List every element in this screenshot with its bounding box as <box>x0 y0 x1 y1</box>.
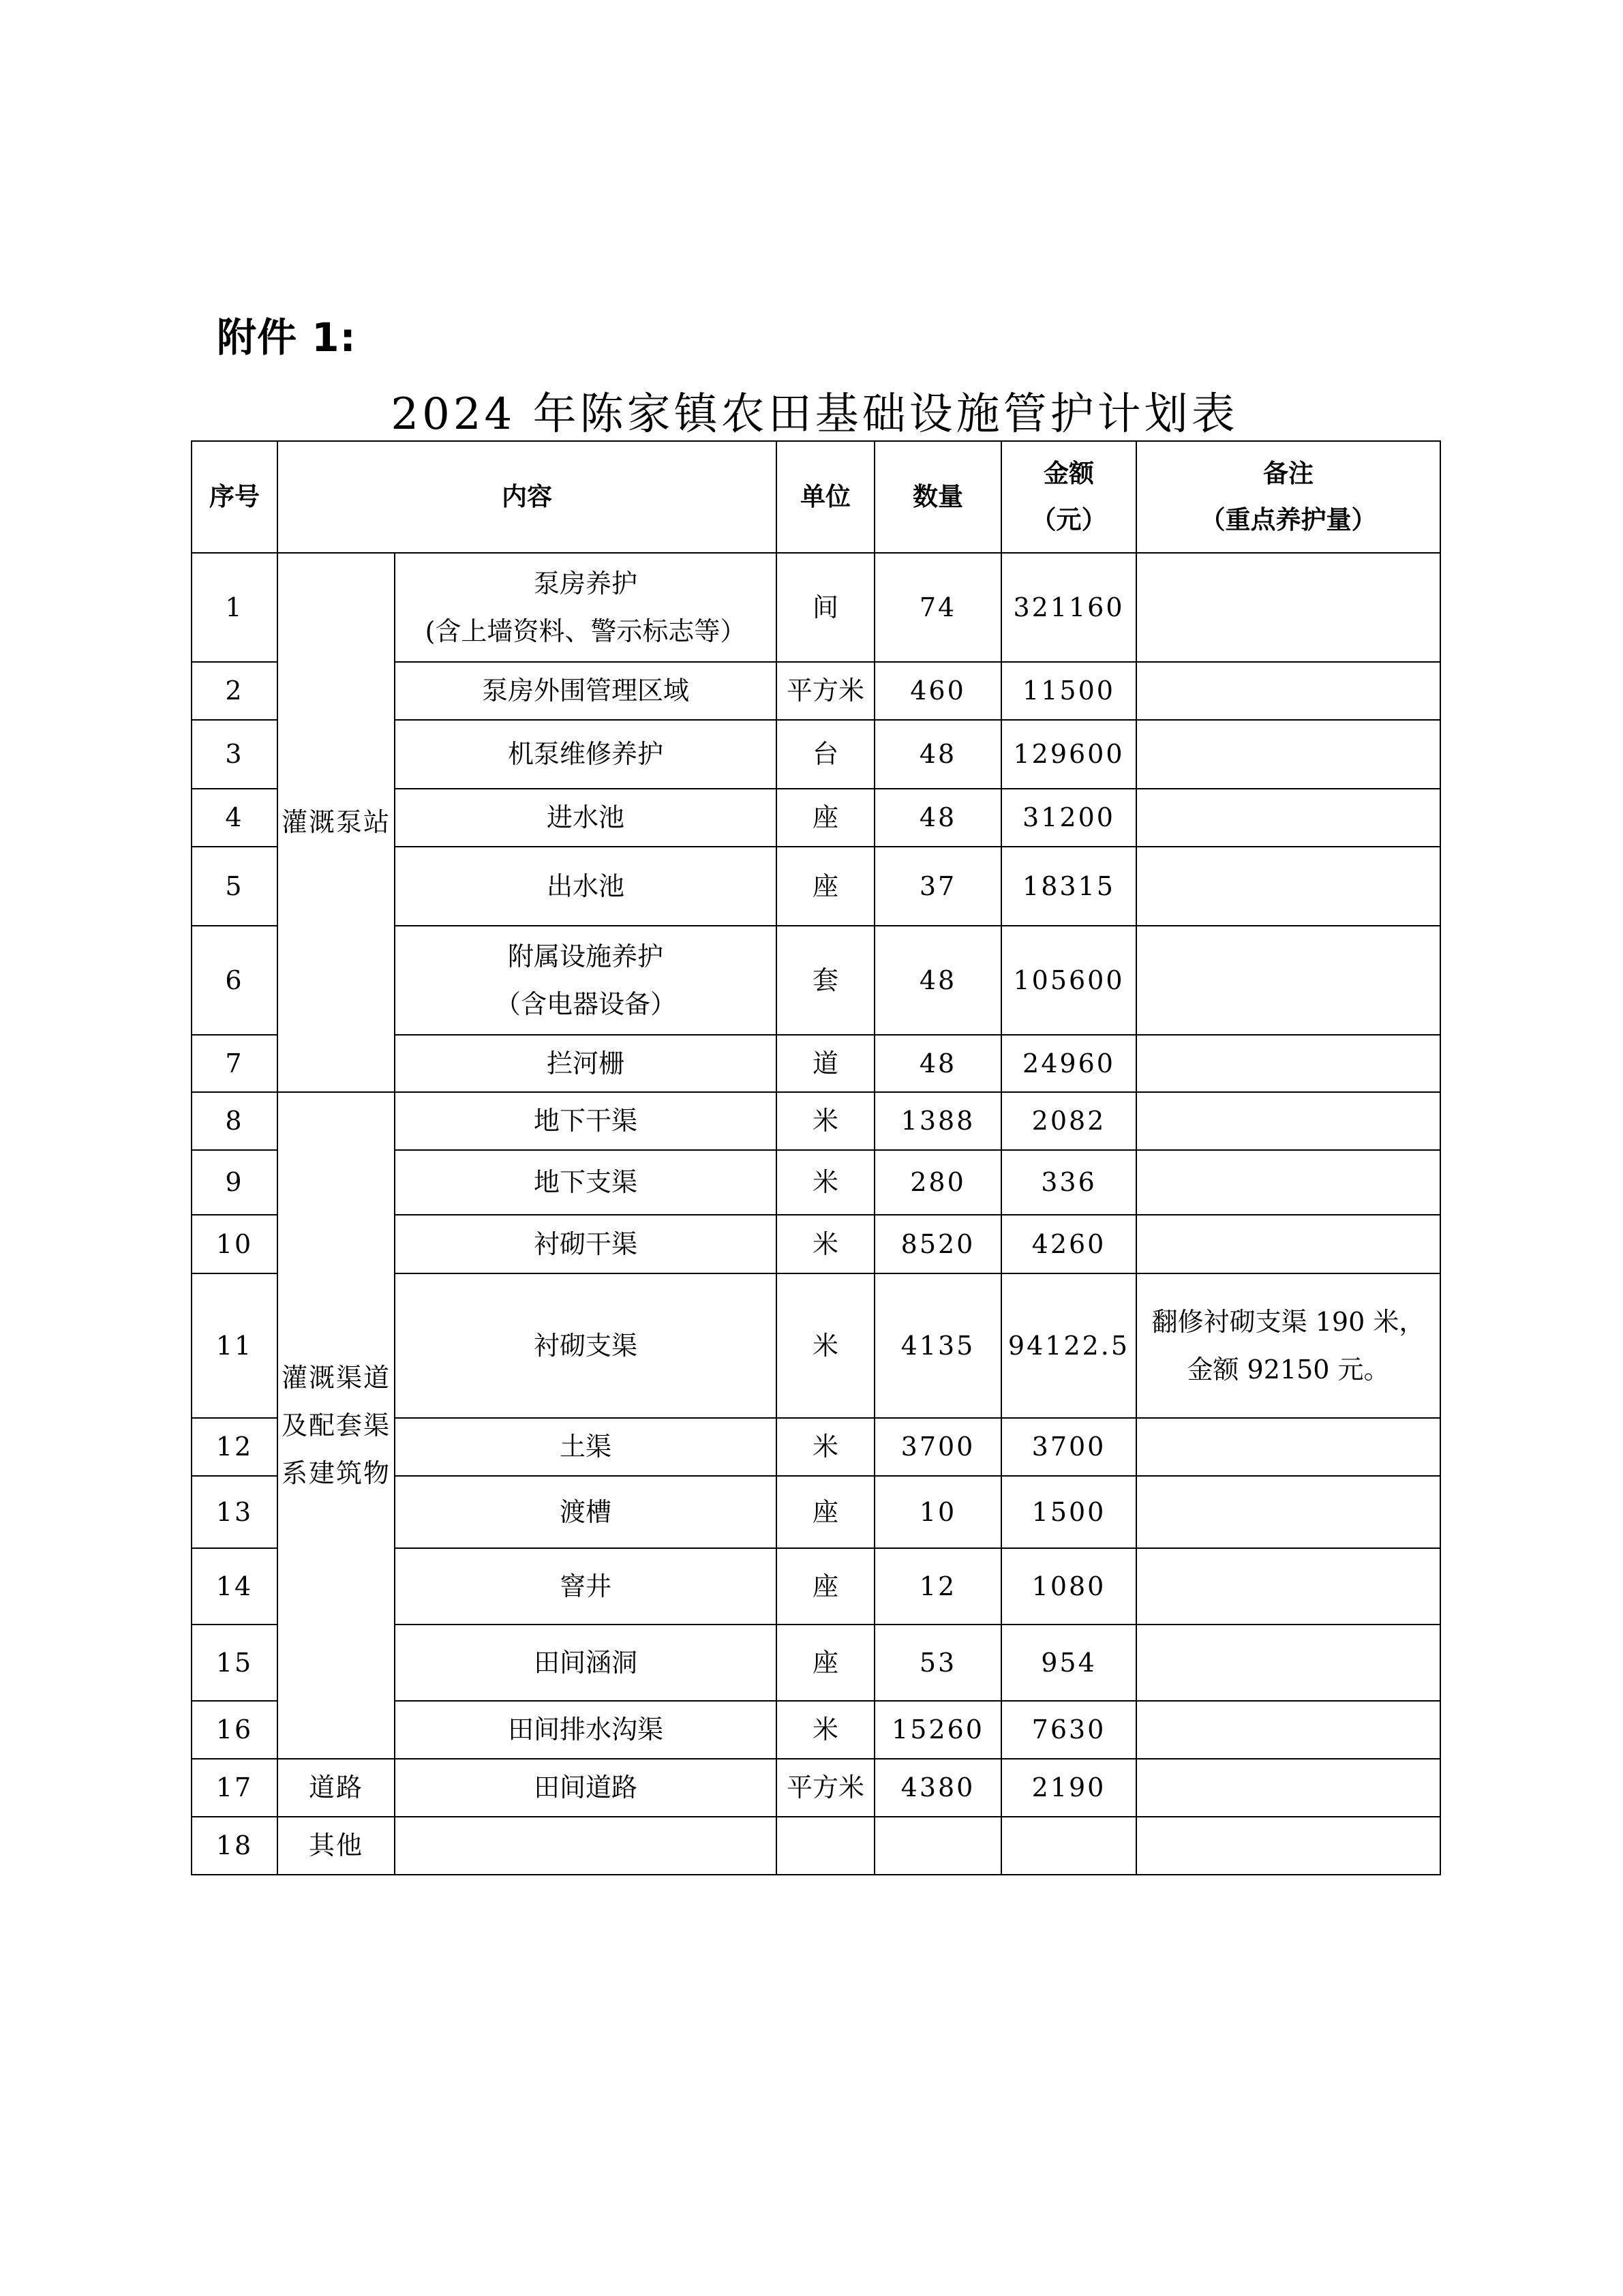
row-amount: 336 <box>1001 1150 1136 1215</box>
row-no: 5 <box>192 847 277 926</box>
row-item-line1: 泵房养护 <box>533 568 637 599</box>
row-item: 田间涵洞 <box>395 1625 776 1701</box>
row-unit: 米 <box>776 1418 875 1476</box>
row-unit: 座 <box>776 1476 875 1548</box>
attachment-label: 附件 1: <box>217 314 357 361</box>
row-unit: 平方米 <box>776 662 875 720</box>
row-amount: 94122.5 <box>1001 1273 1136 1418</box>
row-item <box>395 1817 776 1875</box>
row-note <box>1136 1092 1440 1150</box>
row-unit: 座 <box>776 1548 875 1625</box>
row-item: 出水池 <box>395 847 776 926</box>
row-unit: 座 <box>776 1625 875 1701</box>
row-amount: 2190 <box>1001 1759 1136 1817</box>
row-amount: 4260 <box>1001 1215 1136 1273</box>
row-item: 地下干渠 <box>395 1092 776 1150</box>
row-no: 13 <box>192 1476 277 1548</box>
row-no: 8 <box>192 1092 277 1150</box>
category-road: 道路 <box>277 1759 395 1817</box>
header-note <box>1136 441 1440 553</box>
row-qty: 48 <box>875 1035 1001 1092</box>
row-note-line2: 金额 92150 元。 <box>1187 1355 1390 1385</box>
row-no: 17 <box>192 1759 277 1817</box>
row-qty: 53 <box>875 1625 1001 1701</box>
category-canal-line1: 灌溉渠道 <box>281 1362 391 1393</box>
row-note <box>1136 1625 1440 1701</box>
category-canal-line3: 系建筑物 <box>281 1458 391 1489</box>
row-amount: 954 <box>1001 1625 1136 1701</box>
category-other: 其他 <box>277 1817 395 1875</box>
row-qty: 48 <box>875 720 1001 789</box>
row-qty: 4135 <box>875 1273 1001 1418</box>
row-no: 3 <box>192 720 277 789</box>
row-item: 机泵维修养护 <box>395 720 776 789</box>
category-pump: 灌溉泵站 <box>277 553 395 1092</box>
row-amount: 1500 <box>1001 1476 1136 1548</box>
row-note <box>1136 720 1440 789</box>
row-unit: 米 <box>776 1092 875 1150</box>
category-canal <box>277 1092 395 1759</box>
row-item: 土渠 <box>395 1418 776 1476</box>
header-amount-line1: 金额 <box>1044 458 1094 488</box>
row-amount: 321160 <box>1001 553 1136 662</box>
row-amount: 31200 <box>1001 789 1136 847</box>
row-qty: 3700 <box>875 1418 1001 1476</box>
row-item: 窨井 <box>395 1548 776 1625</box>
row-note <box>1136 1035 1440 1092</box>
row-no: 14 <box>192 1548 277 1625</box>
row-no: 2 <box>192 662 277 720</box>
row-no: 1 <box>192 553 277 662</box>
header-qty: 数量 <box>875 441 1001 553</box>
row-item-line1: 附属设施养护 <box>507 941 663 971</box>
table-row <box>192 1759 1440 1817</box>
header-note-line1: 备注 <box>1263 458 1314 488</box>
row-note <box>1136 1548 1440 1625</box>
row-note <box>1136 1817 1440 1875</box>
row-no: 11 <box>192 1273 277 1418</box>
row-qty: 1388 <box>875 1092 1001 1150</box>
row-no: 10 <box>192 1215 277 1273</box>
header-amount <box>1001 441 1136 553</box>
row-item: 衬砌支渠 <box>395 1273 776 1418</box>
row-unit: 套 <box>776 926 875 1035</box>
row-no: 15 <box>192 1625 277 1701</box>
row-unit <box>776 1817 875 1875</box>
row-unit: 道 <box>776 1035 875 1092</box>
row-item-line2: （含电器设备） <box>494 989 676 1019</box>
row-note <box>1136 662 1440 720</box>
row-unit: 平方米 <box>776 1759 875 1817</box>
row-unit: 米 <box>776 1215 875 1273</box>
row-no: 7 <box>192 1035 277 1092</box>
row-unit: 间 <box>776 553 875 662</box>
row-item <box>395 553 776 662</box>
row-unit: 米 <box>776 1701 875 1759</box>
row-no: 9 <box>192 1150 277 1215</box>
row-note <box>1136 1759 1440 1817</box>
row-item: 泵房外围管理区域 <box>395 662 776 720</box>
row-note <box>1136 1273 1440 1418</box>
row-note <box>1136 1701 1440 1759</box>
row-note <box>1136 1476 1440 1548</box>
row-amount: 11500 <box>1001 662 1136 720</box>
row-item: 衬砌干渠 <box>395 1215 776 1273</box>
row-amount <box>1001 1817 1136 1875</box>
table-row <box>192 553 1440 662</box>
header-seq: 序号 <box>192 441 277 553</box>
row-no: 18 <box>192 1817 277 1875</box>
row-item: 地下支渠 <box>395 1150 776 1215</box>
row-item <box>395 926 776 1035</box>
row-amount: 105600 <box>1001 926 1136 1035</box>
row-amount: 7630 <box>1001 1701 1136 1759</box>
row-item: 田间道路 <box>395 1759 776 1817</box>
row-qty: 460 <box>875 662 1001 720</box>
header-row <box>192 441 1440 553</box>
row-qty: 48 <box>875 926 1001 1035</box>
row-no: 4 <box>192 789 277 847</box>
row-note <box>1136 1215 1440 1273</box>
row-unit: 座 <box>776 789 875 847</box>
row-note <box>1136 553 1440 662</box>
row-unit: 台 <box>776 720 875 789</box>
row-qty <box>875 1817 1001 1875</box>
header-amount-line2: （元） <box>1031 505 1107 534</box>
row-amount: 18315 <box>1001 847 1136 926</box>
row-amount: 1080 <box>1001 1548 1136 1625</box>
row-qty: 37 <box>875 847 1001 926</box>
row-note <box>1136 789 1440 847</box>
row-unit: 米 <box>776 1150 875 1215</box>
row-note <box>1136 847 1440 926</box>
row-item-line2: (含上墙资料、警示标志等） <box>425 616 746 646</box>
header-content: 内容 <box>277 441 776 553</box>
row-qty: 74 <box>875 553 1001 662</box>
row-item: 进水池 <box>395 789 776 847</box>
row-item: 田间排水沟渠 <box>395 1701 776 1759</box>
table-row <box>192 1092 1440 1150</box>
row-item: 渡槽 <box>395 1476 776 1548</box>
row-no: 12 <box>192 1418 277 1476</box>
row-no: 16 <box>192 1701 277 1759</box>
row-no: 6 <box>192 926 277 1035</box>
row-note-line1: 翻修衬砌支渠 190 米， <box>1151 1306 1425 1337</box>
table-row <box>192 1817 1440 1875</box>
header-note-line2: （重点养护量） <box>1200 505 1377 534</box>
row-note <box>1136 1418 1440 1476</box>
row-note <box>1136 926 1440 1035</box>
row-qty: 12 <box>875 1548 1001 1625</box>
category-canal-line2: 及配套渠 <box>281 1410 391 1440</box>
row-amount: 2082 <box>1001 1092 1136 1150</box>
row-qty: 4380 <box>875 1759 1001 1817</box>
page-title: 2024 年陈家镇农田基础设施管护计划表 <box>391 389 1239 440</box>
row-unit: 米 <box>776 1273 875 1418</box>
row-qty: 10 <box>875 1476 1001 1548</box>
plan-table <box>191 440 1441 1875</box>
row-unit: 座 <box>776 847 875 926</box>
row-amount: 24960 <box>1001 1035 1136 1092</box>
row-qty: 280 <box>875 1150 1001 1215</box>
row-amount: 3700 <box>1001 1418 1136 1476</box>
row-qty: 48 <box>875 789 1001 847</box>
row-note <box>1136 1150 1440 1215</box>
row-amount: 129600 <box>1001 720 1136 789</box>
row-qty: 8520 <box>875 1215 1001 1273</box>
row-item: 拦河栅 <box>395 1035 776 1092</box>
row-qty: 15260 <box>875 1701 1001 1759</box>
header-unit: 单位 <box>776 441 875 553</box>
